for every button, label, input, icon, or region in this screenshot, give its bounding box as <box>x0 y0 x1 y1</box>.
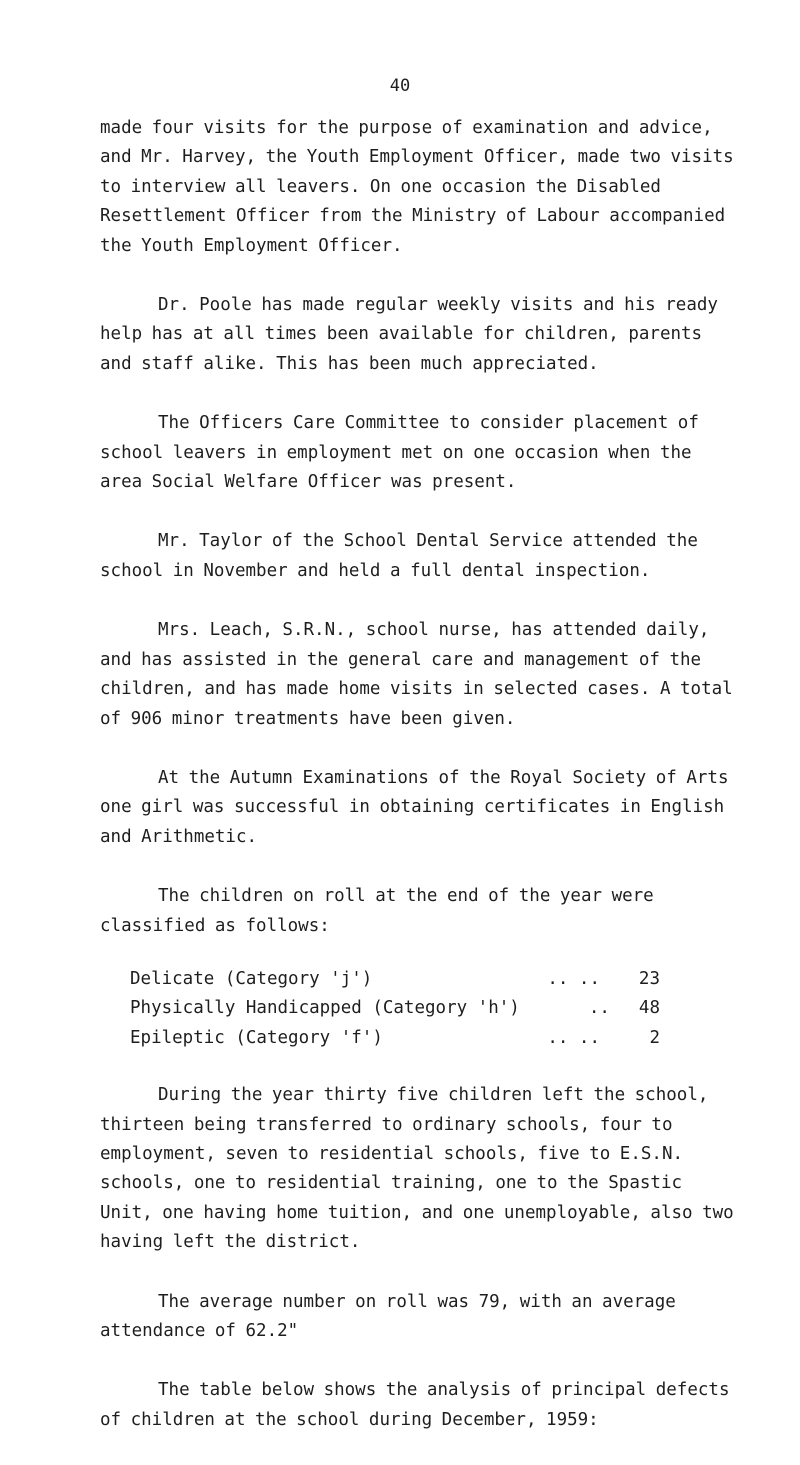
classification-count: 23 <box>638 968 660 989</box>
classification-count: 2 <box>649 1027 660 1048</box>
classification-row-delicate <box>130 965 660 994</box>
classification-leader-dots: .. <box>588 998 610 1019</box>
paragraph-examinations: At the Autumn Examinations of the Royal Society of Arts one girl was successful in obtaining certificates in English and Arithmetic. <box>100 767 729 847</box>
classification-count: 48 <box>638 998 660 1019</box>
paragraph-dr-poole: Dr. Poole has made regular weekly visits and his ready help has at all times been available for children, parents and staff alike. This has been much appreciated. <box>100 295 718 374</box>
paragraph-classification-intro: The children on roll at the end of the year were classified as follows: <box>100 886 654 936</box>
classification-label: Delicate (Category 'j') <box>130 968 373 989</box>
classification-leader-dots: .. .. <box>547 1027 600 1048</box>
page-body <box>100 114 740 1465</box>
classification-list <box>130 965 660 1053</box>
paragraph-visits: made four visits for the purpose of examination and advice, and Mr. Harvey, the Youth Employment Officer, made two visits to interview all leavers. On one occasion the Disabled Resettlement Officer from the Ministry of Labour accompanied the Youth Employment Officer. <box>100 118 734 256</box>
classification-label: Physically Handicapped (Category 'h') <box>130 998 520 1019</box>
paragraph-school-nurse: Mrs. Leach, S.R.N., school nurse, has attended daily, and has assisted in the general care and management of the children, and has made home visits in selected cases. A total of 906 minor treatments have been given. <box>100 620 733 729</box>
page-number: 40 <box>389 76 411 96</box>
classification-label: Epileptic (Category 'f') <box>130 1027 383 1048</box>
paragraph-care-committee: The Officers Care Committee to consider placement of school leavers in employment met on one occasion when the area Social Welfare Officer was present. <box>100 413 699 493</box>
paragraph-dental-service: Mr. Taylor of the School Dental Service attended the school in November and held a full dental inspection. <box>100 531 698 581</box>
paragraph-leavers: During the year thirty five children left the school, thirteen being transferred to ordinary schools, four to employment, seven to residential schools, five to E.S.N. schools, one to residential training, one to the Spastic Unit, one having home tuition, and one unemployable, also two having left the district. <box>100 1085 734 1253</box>
classification-row-epileptic <box>130 1024 660 1053</box>
classification-row-physically-handicapped <box>130 994 660 1023</box>
paragraph-table-intro: The table below shows the analysis of principal defects of children at the school during December, 1959: <box>100 1380 730 1430</box>
paragraph-attendance: The average number on roll was 79, with an average attendance of 62.2" <box>100 1291 676 1341</box>
classification-leader-dots: .. .. <box>547 968 600 989</box>
